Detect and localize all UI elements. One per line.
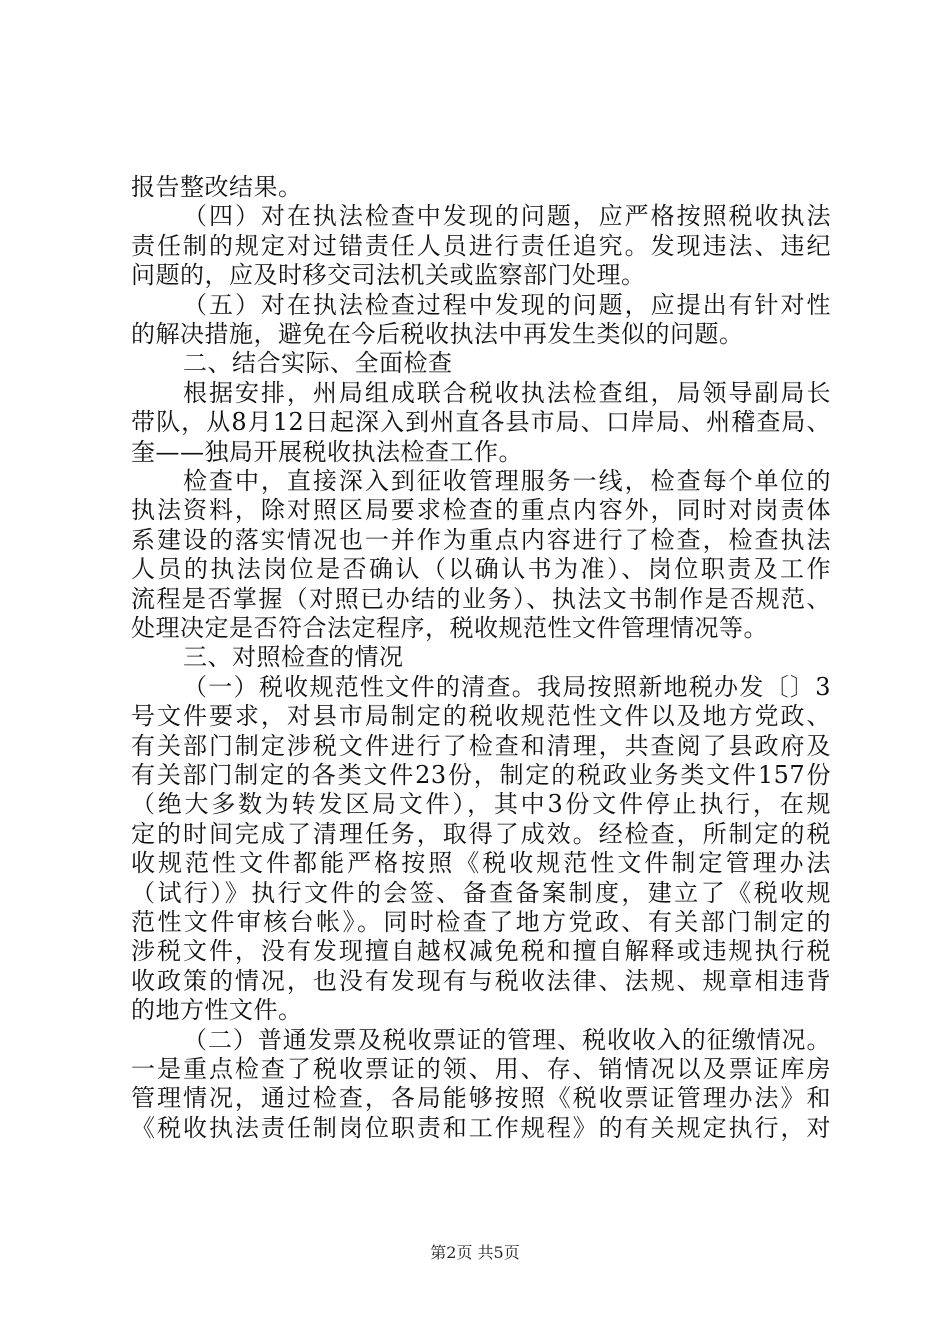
- page-number: 第2页 共5页: [430, 1243, 520, 1262]
- text-line: 带队，从8月12日起深入到州直各县市局、口岸局、州稽查局、: [131, 408, 831, 437]
- text-line: 奎——独局开展税收执法检查工作。: [131, 437, 523, 466]
- text-line: 检查中，直接深入到征收管理服务一线，检查每个单位的: [183, 467, 831, 495]
- text-line: （二）普通发票及税收票证的管理、税收收入的征缴情况。: [183, 1025, 831, 1054]
- text-line: （一）税收规范性文件的清查。我局按照新地税办发〔〕3: [183, 672, 831, 701]
- text-line: 根据安排，州局组成联合税收执法检查组，局领导副局长: [183, 378, 831, 407]
- text-line: 处理决定是否符合法定程序，税收规范性文件管理情况等。: [131, 614, 768, 642]
- text-line: （试行）》执行文件的会签、备查备案制度，建立了《税收规: [131, 878, 831, 907]
- text-line: 人员的执法岗位是否确认（以确认书为准）、岗位职责及工作: [131, 555, 831, 584]
- text-line: 责任制的规定对过错责任人员进行责任追究。发现违法、违纪: [131, 231, 831, 260]
- text-line: 号文件要求，对县市局制定的税收规范性文件以及地方党政、: [131, 702, 831, 731]
- text-line: 的地方性文件。: [131, 996, 303, 1025]
- text-line: （四）对在执法检查中发现的问题，应严格按照税收执法: [183, 202, 831, 231]
- text-line: 系建设的落实情况也一并作为重点内容进行了检查，检查执法: [131, 525, 831, 554]
- text-line: （绝大多数为转发区局文件），其中3份文件停止执行，在规: [131, 790, 831, 819]
- text-line: 收政策的情况，也没有发现有与税收法律、法规、规章相违背: [131, 966, 831, 995]
- text-line: 收规范性文件都能严格按照《税收规范性文件制定管理办法: [131, 849, 831, 878]
- text-line: 范性文件审核台帐》。同时检查了地方党政、有关部门制定的: [131, 908, 831, 936]
- text-line: 涉税文件，没有发现擅自越权减免税和擅自解释或违规执行税: [131, 937, 831, 966]
- text-line: 报告整改结果。: [131, 173, 303, 201]
- text-line: 有关部门制定的各类文件23份，制定的税政业务类文件157份: [131, 761, 831, 789]
- text-line: 一是重点检查了税收票证的领、用、存、销情况以及票证库房: [131, 1055, 831, 1083]
- text-line: 的解决措施，避免在今后税收执法中再发生类似的问题。: [131, 320, 744, 348]
- section-heading: 三、对照检查的情况: [183, 643, 404, 672]
- text-line: 流程是否掌握（对照已办结的业务）、执法文书制作是否规范、: [131, 584, 831, 613]
- text-line: 定的时间完成了清理任务，取得了成效。经检查，所制定的税: [131, 819, 831, 848]
- text-line: 《税收执法责任制岗位职责和工作规程》的有关规定执行，对: [131, 1113, 831, 1142]
- text-line: 管理情况，通过检查，各局能够按照《税收票证管理办法》和: [131, 1084, 831, 1113]
- text-line: 执法资料，除对照区局要求检查的重点内容外，同时对岗责体: [131, 496, 831, 525]
- text-line: 问题的，应及时移交司法机关或监察部门处理。: [131, 261, 646, 290]
- section-heading: 二、结合实际、全面检查: [183, 349, 453, 378]
- text-line: 有关部门制定涉税文件进行了检查和清理，共查阅了县政府及: [131, 731, 831, 760]
- text-line: （五）对在执法检查过程中发现的问题，应提出有针对性: [183, 290, 831, 319]
